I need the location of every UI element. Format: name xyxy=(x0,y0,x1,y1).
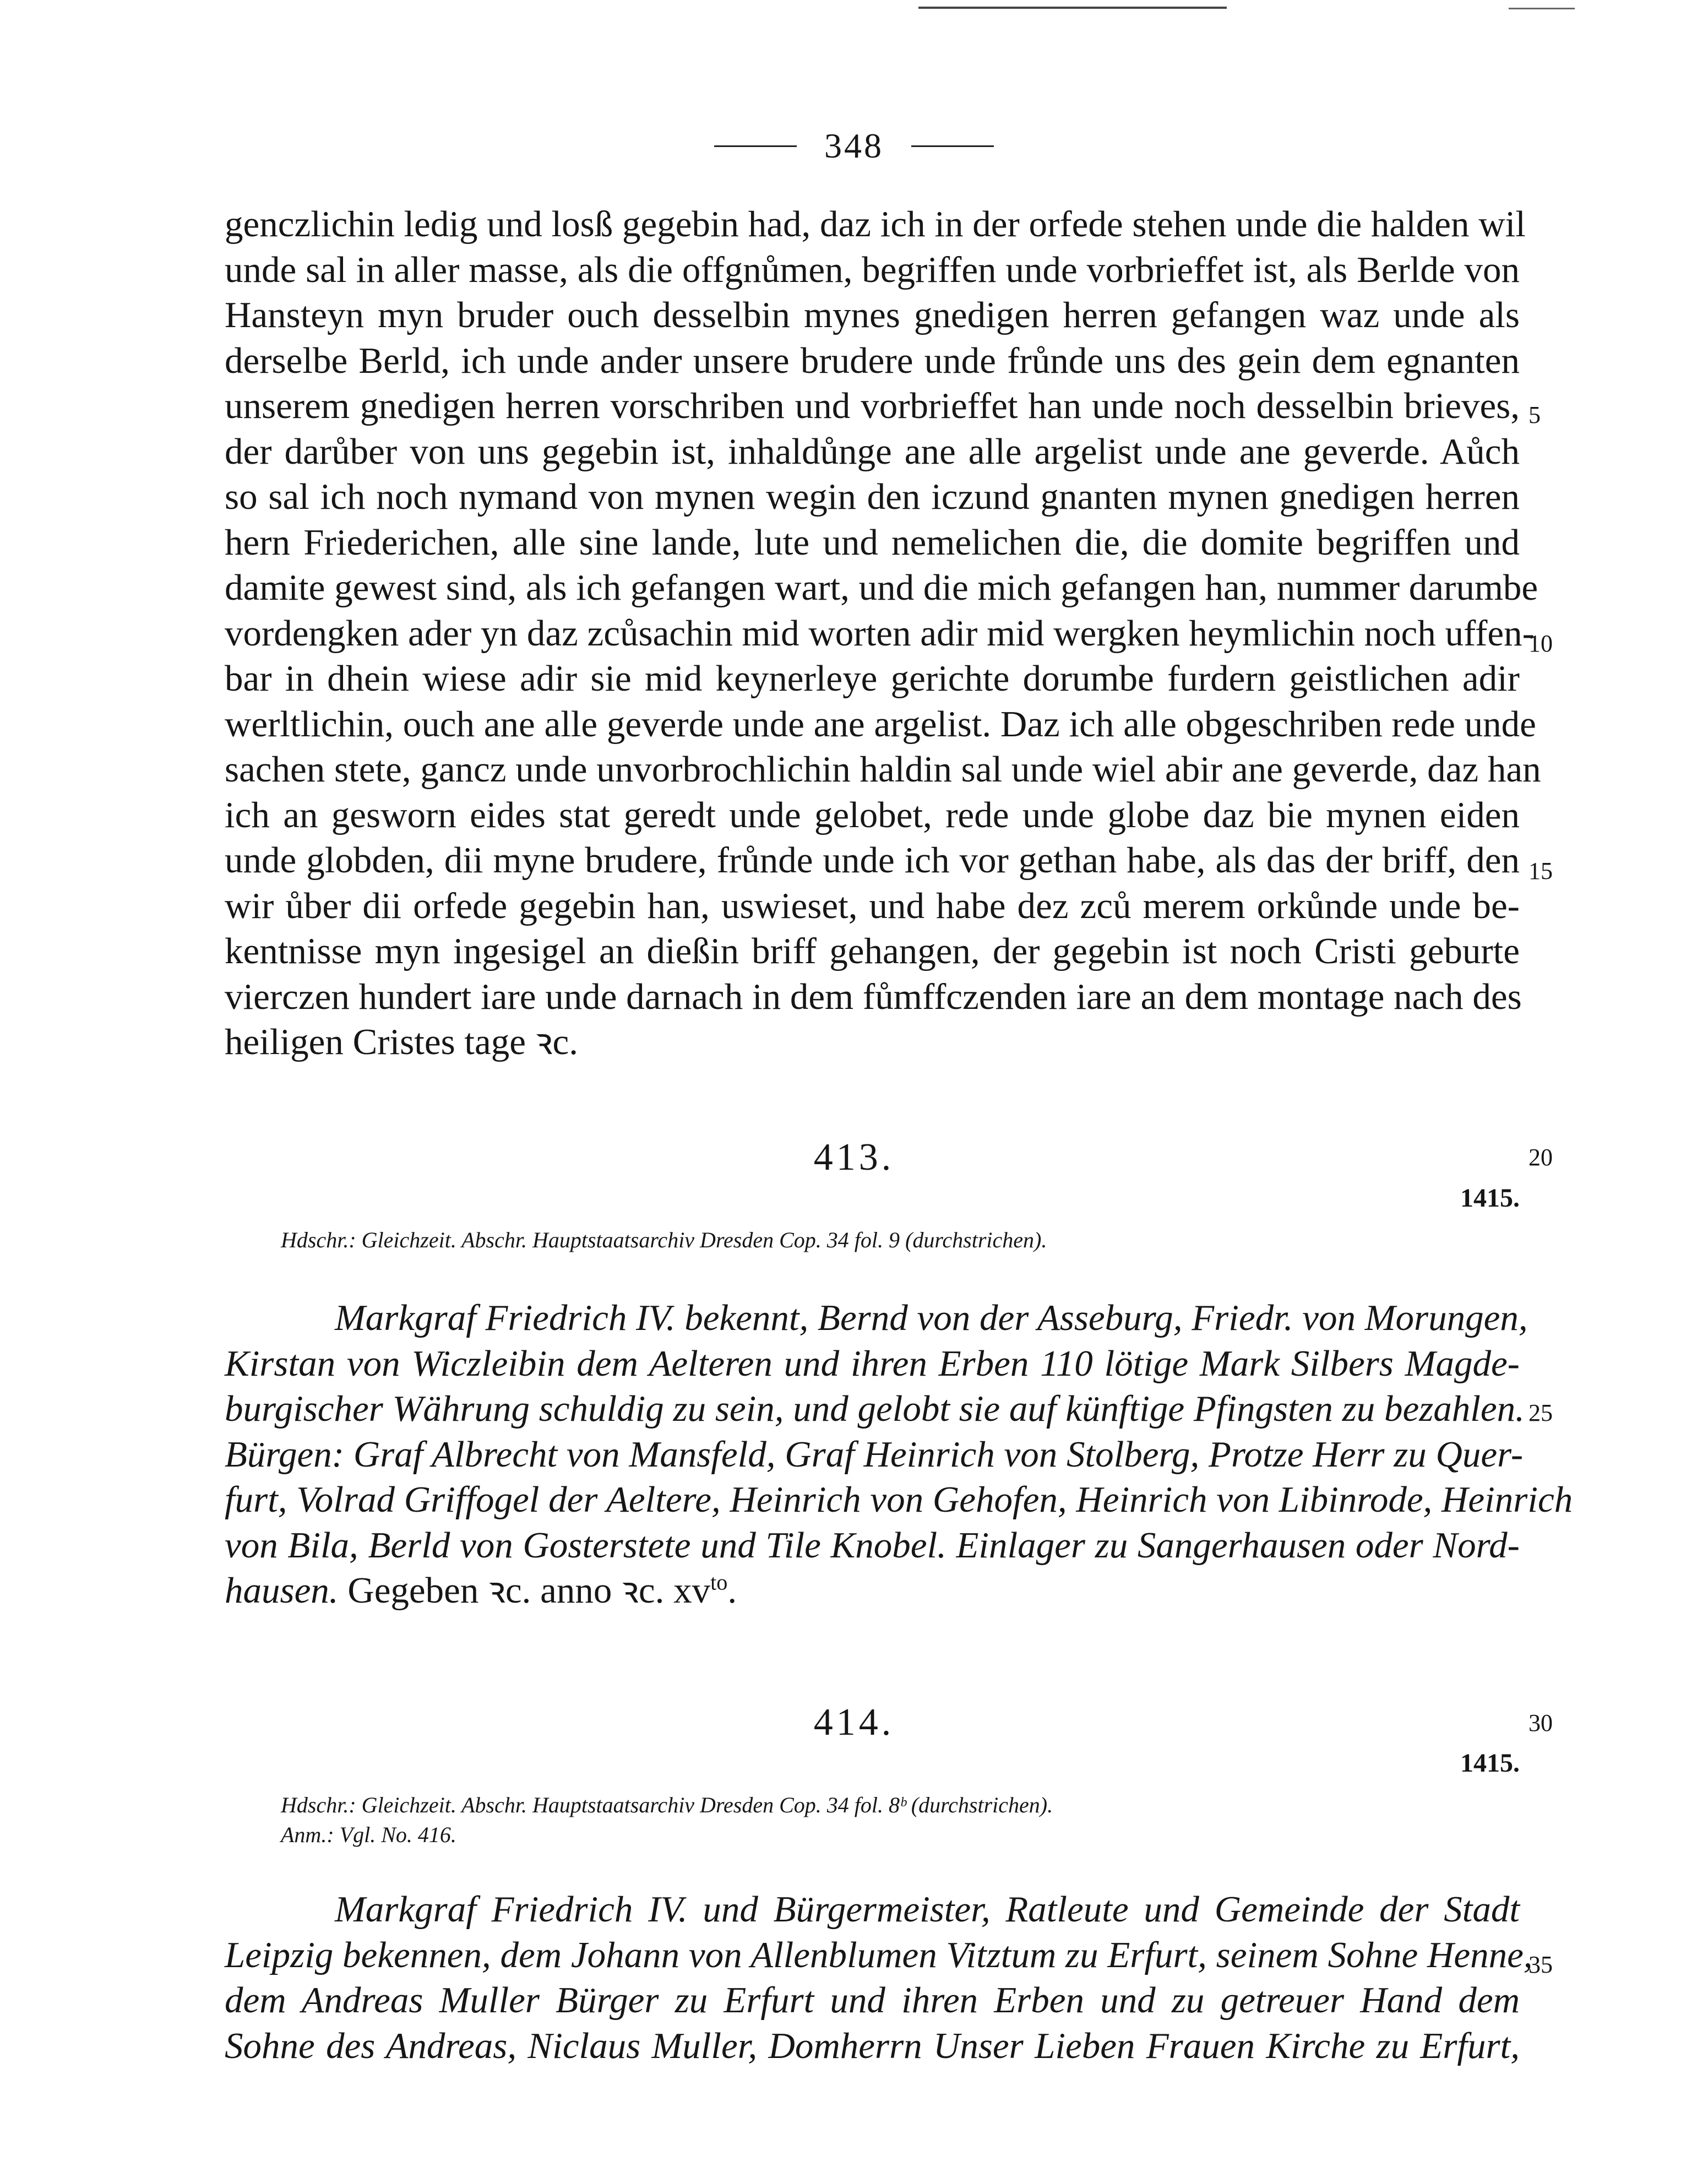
summary-final-roman: Gegeben ꝛc. anno ꝛc. xv xyxy=(347,1570,711,1611)
text-line: werltlichin, ouch ane alle geverde unde ane argelist. Daz ich alle obgeschriben rede unde xyxy=(225,703,1536,745)
line-number: 30 xyxy=(1529,1709,1553,1736)
document-number: 414. xyxy=(813,1701,895,1744)
text-line: heiligen Cristes tage ꝛc. xyxy=(225,1022,579,1062)
summary-line: Sohne des Andreas, Niclaus Muller, Domherrn Unser Lieben Frauen Kirche zu Erfurt, xyxy=(225,2025,1520,2066)
line-number: 25 xyxy=(1529,1399,1553,1426)
summary-line: Markgraf Friedrich IV. und Bürgermeister, Ratleute und Gemeinde der Stadt xyxy=(335,1889,1520,1930)
text-line: vordengken ader yn daz zcůsachin mid worten adir mid wergken heymlichin noch uffen- xyxy=(225,612,1535,654)
summary-line: furt, Volrad Griffogel der Aeltere, Heinrich von Gehofen, Heinrich von Libinrode, Heinrich xyxy=(225,1479,1573,1520)
source-note: Hdschr.: Gleichzeit. Abschr. Hauptstaatsarchiv Dresden Cop. 34 fol. 9 (durchstrichen). xyxy=(281,1228,1047,1252)
annotation-note: Anm.: Vgl. No. 416. xyxy=(281,1822,456,1847)
page-header xyxy=(0,126,1708,166)
summary-final-superscript: to xyxy=(710,1570,728,1595)
text-line: ich an gesworn eides stat geredt unde gelobet, rede unde globe daz bie mynen eiden xyxy=(225,794,1520,835)
line-number: 5 xyxy=(1529,401,1541,428)
text-line: unserem gnedigen herren vorschriben und vorbrieffet han unde noch desselbin brieves, xyxy=(225,385,1520,426)
document-number: 413. xyxy=(813,1136,895,1179)
text-line: Hansteyn myn bruder ouch desselbin mynes gnedigen herren gefangen waz unde als xyxy=(225,295,1520,335)
source-note: Hdschr.: Gleichzeit. Abschr. Hauptstaatsarchiv Dresden Cop. 34 fol. 8ᵇ (durchstrichen). xyxy=(281,1793,1053,1817)
text-line: sachen stete, gancz unde unvorbrochlichin haldin sal unde wiel abir ane geverde, daz han xyxy=(225,749,1541,790)
summary-line-final xyxy=(225,1568,1520,1614)
summary-line: Leipzig bekennen, dem Johann von Allenblumen Vitztum zu Erfurt, seinem Sohne Henne, xyxy=(225,1934,1533,1975)
scan-artifact-rule xyxy=(918,7,1227,9)
document-summary xyxy=(225,1887,1533,2068)
summary-line: Markgraf Friedrich IV. bekennt, Bernd von der Asseburg, Friedr. von Morungen, xyxy=(335,1297,1528,1338)
summary-final-end: . xyxy=(727,1570,737,1611)
summary-line: von Bila, Berld von Gosterstete und Tile Knobel. Einlager zu Sangerhausen oder Nord- xyxy=(225,1524,1520,1566)
summary-final-italic: hausen. xyxy=(225,1570,339,1611)
summary-line: dem Andreas Muller Bürger zu Erfurt und ihren Erben und zu getreuer Hand dem xyxy=(225,1980,1520,2021)
summary-line: Bürgen: Graf Albrecht von Mansfeld, Graf Heinrich von Stolberg, Protze Herr zu Quer- xyxy=(225,1433,1524,1475)
text-line: so sal ich noch nymand von mynen wegin den iczund gnanten mynen gnedigen herren xyxy=(225,476,1520,517)
text-line: bar in dhein wiese adir sie mid keynerleye gerichte dorumbe furdern geistlichen adir xyxy=(225,658,1520,699)
header-dash-left xyxy=(714,145,797,147)
document-year: 1415. xyxy=(1460,1748,1520,1778)
summary-line: burgischer Währung schuldig zu sein, und gelobt sie auf künftige Pfingsten zu bezahlen. xyxy=(225,1388,1525,1429)
text-line: wir ůber dii orfede gegebin han, uswieset, und habe dez zců merem orkůnde unde be- xyxy=(225,885,1520,926)
line-number: 15 xyxy=(1529,857,1553,884)
text-line: damite gewest sind, als ich gefangen wart, und die mich gefangen han, nummer darumbe xyxy=(225,567,1538,608)
page-number: 348 xyxy=(824,126,884,165)
header-dash-right xyxy=(911,145,994,147)
text-line: kentnisse myn ingesigel an dießin briff gehangen, der gegebin ist noch Cristi geburte xyxy=(225,931,1520,971)
summary-line: Kirstan von Wiczleibin dem Aelteren und ihren Erben 110 lötige Mark Silbers Magde- xyxy=(225,1343,1520,1384)
text-line: hern Friederichen, alle sine lande, lute und nemelichen die, die domite begriffen und xyxy=(225,522,1520,563)
document-year: 1415. xyxy=(1460,1183,1520,1213)
text-line: unde globden, dii myne brudere, frůnde unde ich vor gethan habe, als das der briff, den xyxy=(225,840,1520,881)
line-number: 35 xyxy=(1529,1951,1553,1978)
scan-artifact-rule-short xyxy=(1509,8,1575,9)
text-line: vierczen hundert iare unde darnach in dem fůmffczenden iare an dem montage nach des xyxy=(225,976,1522,1017)
text-line: genczlichin ledig und losß gegebin had, daz ich in der orfede stehen unde die halden wil xyxy=(225,204,1526,245)
text-line: unde sal in aller masse, als die offgnůmen, begriffen unde vorbrieffet ist, als Berlde von xyxy=(225,249,1520,290)
text-line: derselbe Berld, ich unde ander unsere brudere unde frůnde uns des gein dem egnanten xyxy=(225,340,1520,381)
line-number: 20 xyxy=(1529,1144,1553,1171)
line-number: 10 xyxy=(1529,630,1553,657)
text-line: der darůber von uns gegebin ist, inhaldůnge ane alle argelist unde ane geverde. Aůch xyxy=(225,431,1520,472)
